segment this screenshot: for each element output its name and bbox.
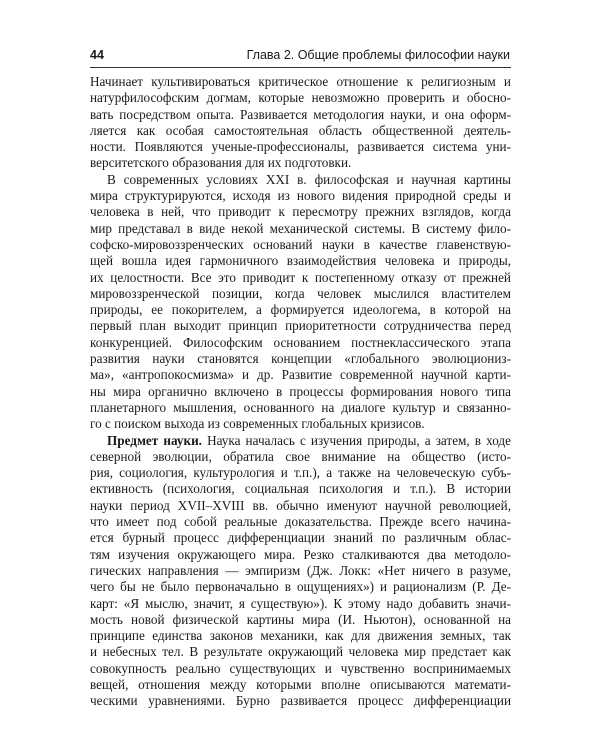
- text-line: вать посредством опыта. Развивается методология науки, и она оформ-: [90, 106, 511, 122]
- page-header: [90, 46, 510, 64]
- text-line: мировоззренческой позиции, когда человек мыслился властителем: [90, 285, 511, 301]
- text-line: что имеет под собой реальные доказательства. Прежде всего начина-: [90, 514, 511, 530]
- text-line: совокупность реально существующих и чувственно воспринимаемых: [90, 660, 511, 676]
- text-line: ется бурный процесс дифференциации знаний по различным облас-: [90, 530, 511, 546]
- paragraph-2: [90, 172, 511, 433]
- body-text: [90, 74, 511, 710]
- text-line: [90, 433, 511, 449]
- text-line: первый план выходит принцип приоритетности сотрудничества перед: [90, 318, 511, 334]
- text-line: развития науки становятся концепции «глобального эволюциониз-: [90, 351, 511, 367]
- text-line: тям изучения окружающего мира. Резко сталкиваются два методоло-: [90, 546, 511, 562]
- page-number: 44: [90, 48, 104, 62]
- text-line: науки период XVII–XVIII вв. обычно именуют научной революцией,: [90, 497, 511, 513]
- text-line: верситетского образования для их подготовки.: [90, 155, 352, 171]
- text-line: В современных условиях XXI в. философская и научная картины: [107, 171, 511, 187]
- header-rule: [90, 67, 511, 68]
- text-line: конкуренцией. Философским основанием постнеклассического этапа: [90, 334, 511, 350]
- text-line: щей вошла идея гармоничного взаимодействия человека и природы,: [90, 253, 511, 269]
- paragraph-1: [90, 74, 511, 172]
- text-line: и небесных тел. В результате окружающий человека мир предстает как: [90, 644, 511, 660]
- text-line: северной эволюции, обратила свое внимание на общество (исто-: [90, 448, 511, 464]
- text-line: ма», «антропокосмизма» и др. Развитие современной научной карти-: [90, 367, 511, 383]
- text-line: их целостности. Все это приводит к постепенному отказу от прежней: [90, 269, 511, 285]
- text-line: ческими уравнениями. Бурно развивается процесс дифференциации: [90, 693, 511, 709]
- text-line: ективность (психология, социальная психология и т.п.). В истории: [90, 481, 511, 497]
- text-line: вещей, отношения между которыми вполне описываются математи-: [90, 676, 511, 692]
- text-line: природы, ее покорителем, а формируется идеологема, в которой на: [90, 302, 511, 318]
- text-line: карт: «Я мыслю, значит, я существую»). К этому надо добавить значи-: [90, 595, 511, 611]
- text-line: ляется как особая самостоятельная область общественной деятель-: [90, 122, 511, 138]
- text-line: ны мира органично включено в процессы формирования нового типа: [90, 383, 511, 399]
- text-line: мость новой физической картины мира (И. Ньютон), основанной на: [90, 611, 511, 627]
- text-line-rest: Наука началась с изучения природы, а затем, в ходе: [201, 432, 511, 448]
- text-line: чего бы не было первоначально в ощущениях») и рационализм (Р. Де-: [90, 579, 511, 595]
- section-lead: Предмет науки.: [107, 432, 202, 448]
- text-line: гических направления — эмпиризм (Дж. Локк: «Нет ничего в разуме,: [90, 562, 511, 578]
- text-line: софско-мировоззренческих оснований науки в качестве главенствую-: [90, 236, 511, 252]
- text-line: рия, социология, культурология и т.п.), а также на человеческую субъ-: [90, 465, 511, 481]
- text-line: принципе единства законов механики, как для движения земных, так: [90, 628, 511, 644]
- text-line: Начинает культивироваться критическое отношение к религиозным и: [90, 74, 511, 89]
- text-line: мир представал в виде некой механической системы. В систему фило-: [90, 220, 511, 236]
- paragraph-3: [90, 433, 511, 710]
- text-line: человека в ней, что приводит к пересмотру прежних взглядов, когда: [90, 204, 511, 220]
- chapter-title: Глава 2. Общие проблемы философии науки: [246, 48, 510, 62]
- text-line: ности. Появляются ученые-профессионалы, развивается система уни-: [90, 139, 511, 155]
- text-line: натурфилософским догмам, которые невозможно проверить и обосно-: [90, 90, 511, 106]
- text-line: го с поиском выхода из современных глобальных кризисов.: [90, 416, 425, 432]
- text-line: мира структурируются, исходя из нового видения природной среды и: [90, 188, 511, 204]
- text-line: планетарного мышления, основанного на диалоге культур и связанно-: [90, 399, 511, 415]
